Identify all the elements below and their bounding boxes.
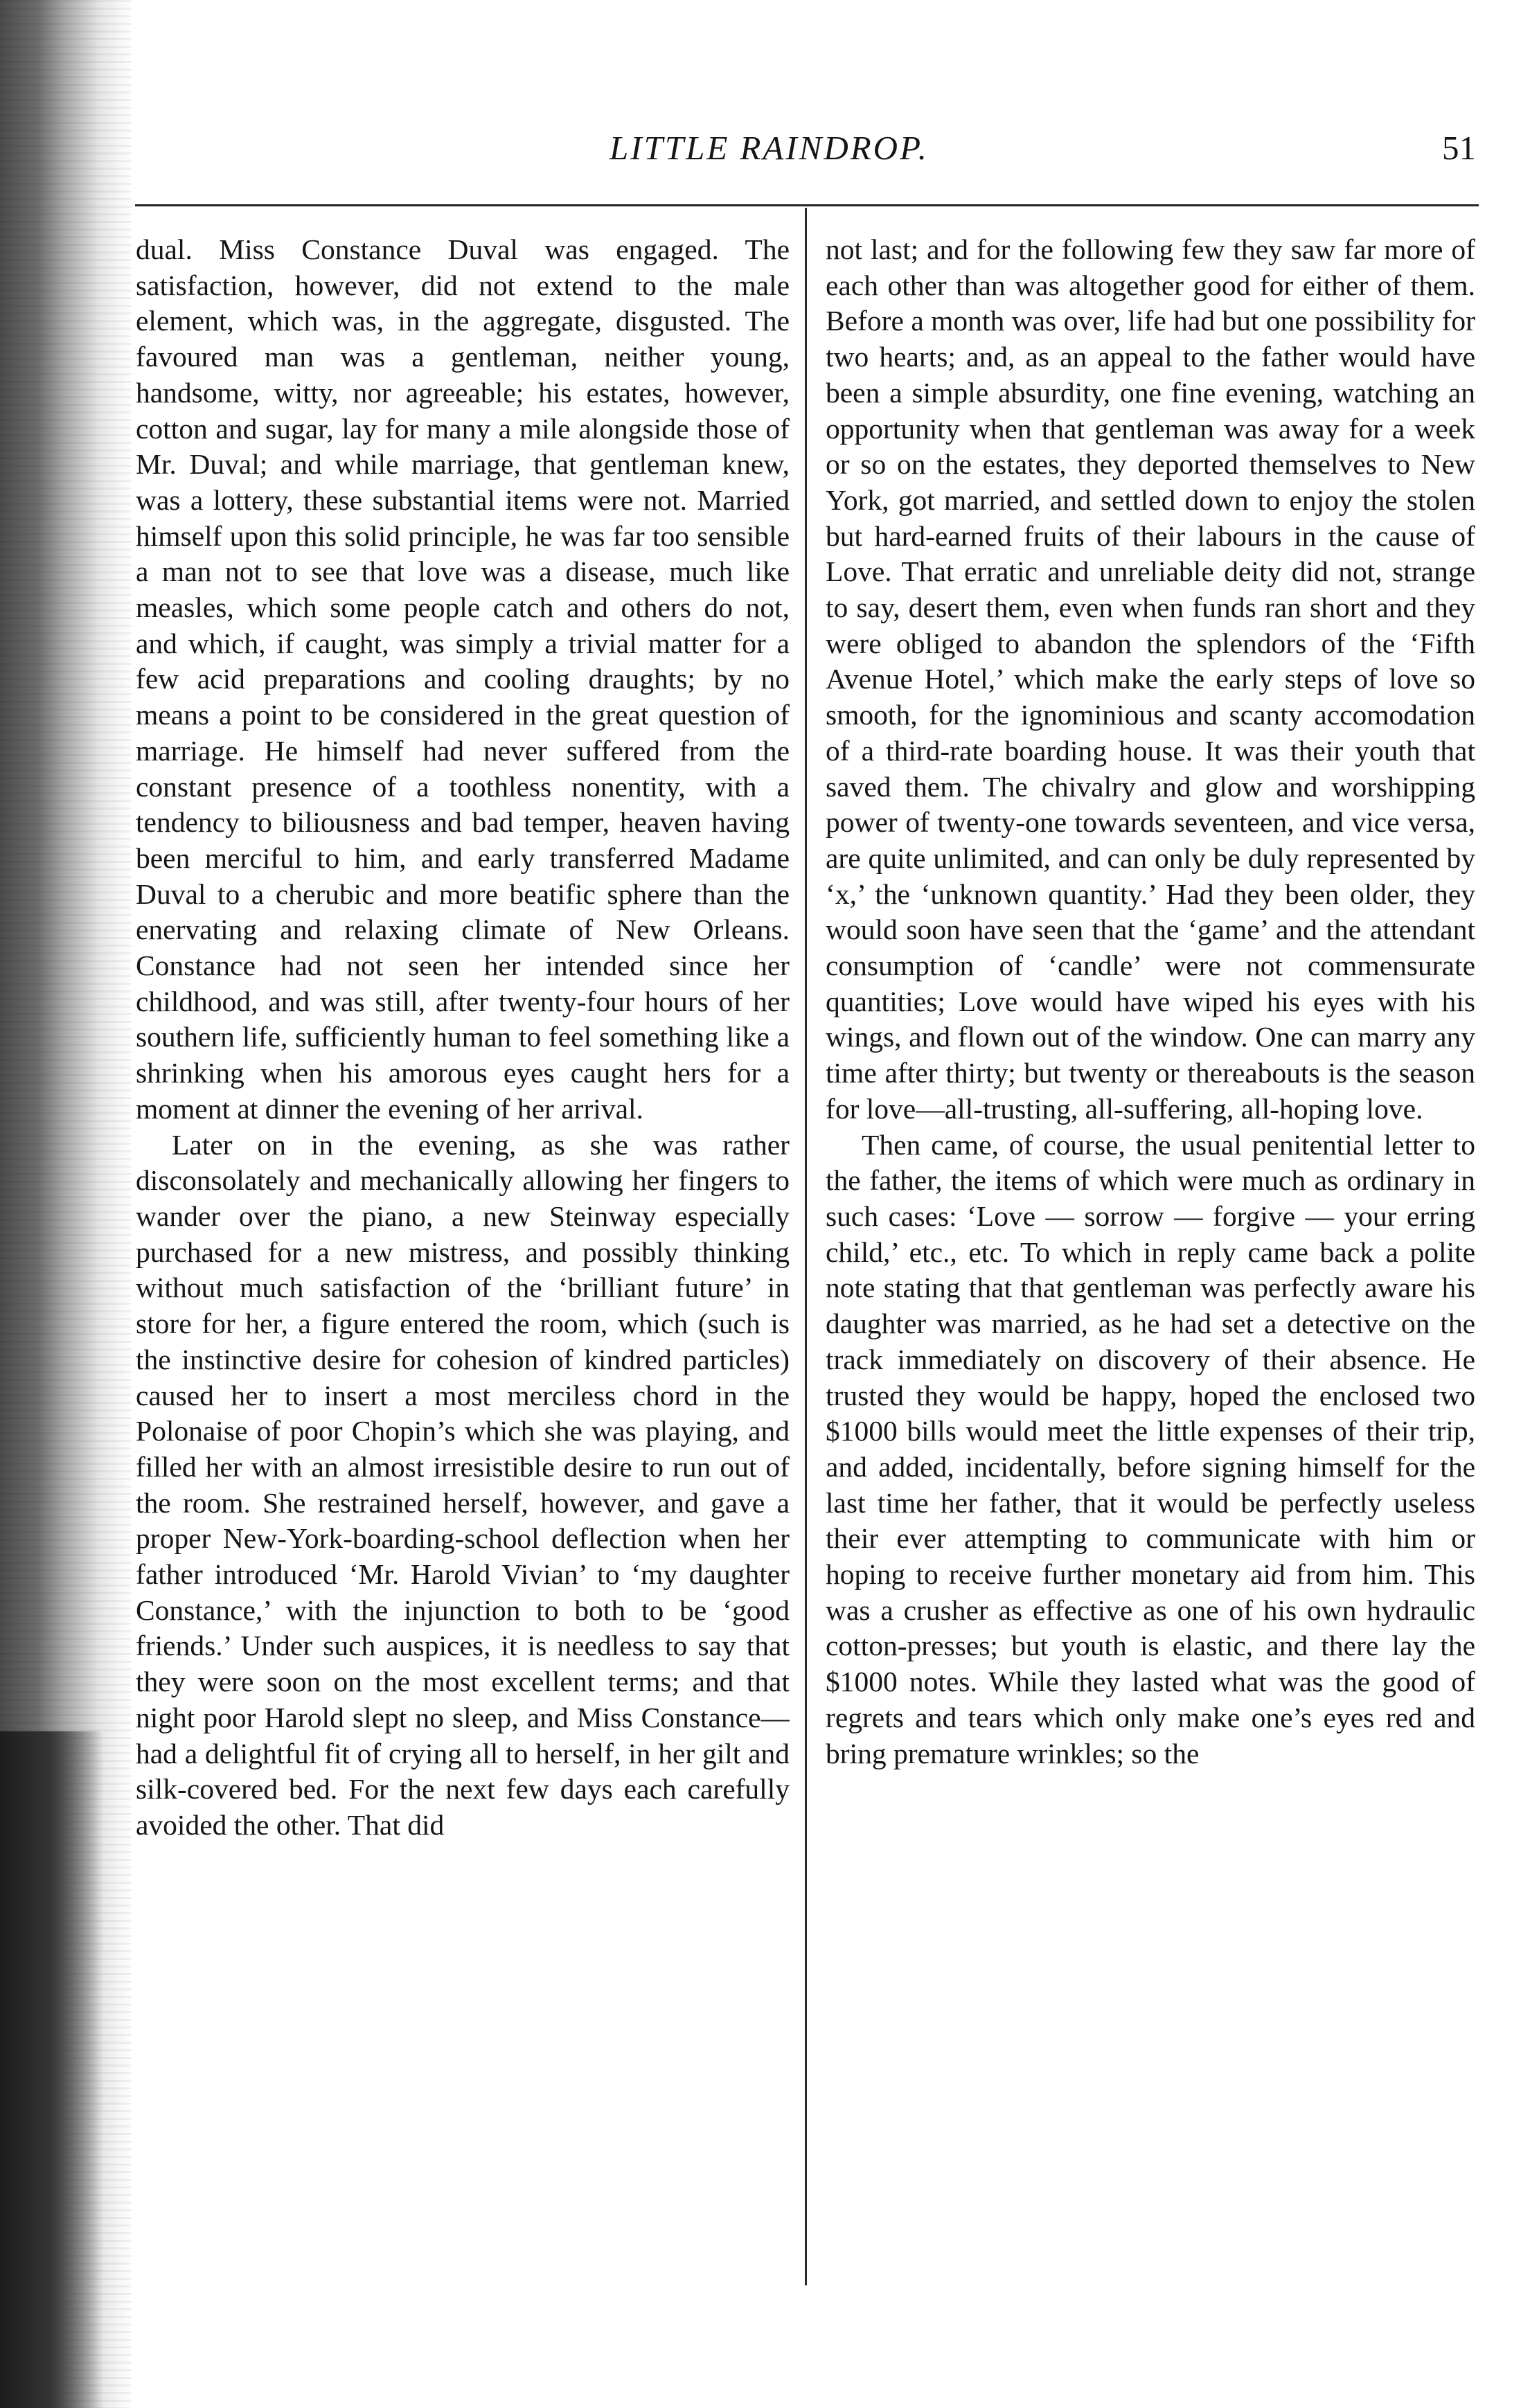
page-header: [0, 128, 1539, 184]
right-column: [826, 232, 1475, 2292]
running-title: LITTLE RAINDROP.: [610, 129, 929, 167]
page-number: 51: [1442, 129, 1476, 167]
paragraph: not last; and for the following few they saw far more of each other than was altogether good for either of them. Before a month was over, life had but one possibility for two hearts; and, as an appeal to the father would have been a simple absurdity, one fine evening, watching an opportunity when that gentleman was away for a week or so on the estates, they deported themselves to New York, got married, and settled down to enjoy the stolen but hard-earned fruits of their labours in the cause of Love. That erratic and unreliable deity did not, strange to say, desert them, even when funds ran short and they were obliged to abandon the splendors of the ‘Fifth Avenue Hotel,’ which make the early steps of love so smooth, for the ignominious and scanty accomodation of a third-rate boarding house. It was their youth that saved them. The chivalry and glow and worshipping power of twenty-one towards seventeen, and vice versa, are quite unlimited, and can only be duly represented by ‘x,’ the ‘unknown quantity.’ Had they been older, they would soon have seen that the ‘game’ and the attendant consumption of ‘candle’ were not commensurate quantities; Love would have wiped his eyes with his wings, and flown out of the window. One can marry any time after thirty; but twenty or thereabouts is the season for love—all-trusting, all-suffering, all-hoping love.: [826, 233, 1475, 1125]
scanned-binding-shadow: [0, 1731, 104, 2408]
column-divider: [805, 208, 807, 2285]
header-rule: [135, 204, 1479, 206]
left-column: [136, 232, 790, 2292]
paragraph: dual. Miss Constance Duval was engaged. The satisfaction, however, did not extend to the male element, which was, in the aggregate, disgusted. The favoured man was a gentleman, neither young, handsome, witty, nor agreeable; his estates, however, cotton and sugar, lay for many a mile alongside those of Mr. Duval; and while marriage, that gentleman knew, was a lottery, these substantial items were not. Married himself upon this solid principle, he was far too sensible a man not to see that love was a disease, much like measles, which some people catch and others do not, and which, if caught, was simply a trivial matter for a few acid preparations and cooling draughts; by no means a point to be considered in the great question of marriage. He himself had never suffered from the constant presence of a toothless nonentity, with a tendency to biliousness and bad temper, heaven having been merciful to him, and early transferred Madame Duval to a cherubic and more beatific sphere than the enervating and relaxing climate of New Orleans. Constance had not seen her intended since her childhood, and was still, after twenty-four hours of her southern life, sufficiently human to feel something like a shrinking when his amorous eyes caught hers for a moment at dinner the evening of her arrival.: [136, 233, 790, 1125]
paragraph: Then came, of course, the usual penitential letter to the father, the items of which were much as ordinary in such cases: ‘Love — sorrow — forgive — your erring child,’ etc., etc. To which in reply came back a polite note stating that that gentleman was perfectly aware his daughter was married, as he had set a detective on the track immediately on discovery of their absence. He trusted they would be happy, hoped the enclosed two $1000 bills would meet the little expenses of their trip, and added, incidentally, before signing himself for the last time her father, that it would be perfectly useless their ever attempting to communicate with him or hoping to receive further monetary aid from him. This was a crusher as effective as one of his own hydraulic cotton-presses; but youth is elastic, and there lay the $1000 notes. While they lasted what was the good of regrets and tears which only make one’s eyes red and bring premature wrinkles; so the: [826, 1128, 1475, 1769]
paragraph: Later on in the evening, as she was rather disconsolately and mechanically allowing her fingers to wander over the piano, a new Steinway especially purchased for a new mistress, and possibly thinking without much satisfaction of the ‘brilliant future’ in store for her, a figure entered the room, which (such is the instinctive desire for cohesion of kindred particles) caused her to insert a most merciless chord in the Polonaise of poor Chopin’s which she was playing, and filled her with an almost irresistible desire to run out of the room. She restrained herself, however, and gave a proper New-York-boarding-school deflection when her father introduced ‘Mr. Harold Vivian’ to ‘my daughter Constance,’ with the injunction to both to be ‘good friends.’ Under such auspices, it is needless to say that they were soon on the most excellent terms; and that night poor Harold slept no sleep, and Miss Constance—had a delightful fit of crying all to herself, in her gilt and silk-covered bed. For the next few days each carefully avoided the other. That did: [136, 1128, 790, 1841]
